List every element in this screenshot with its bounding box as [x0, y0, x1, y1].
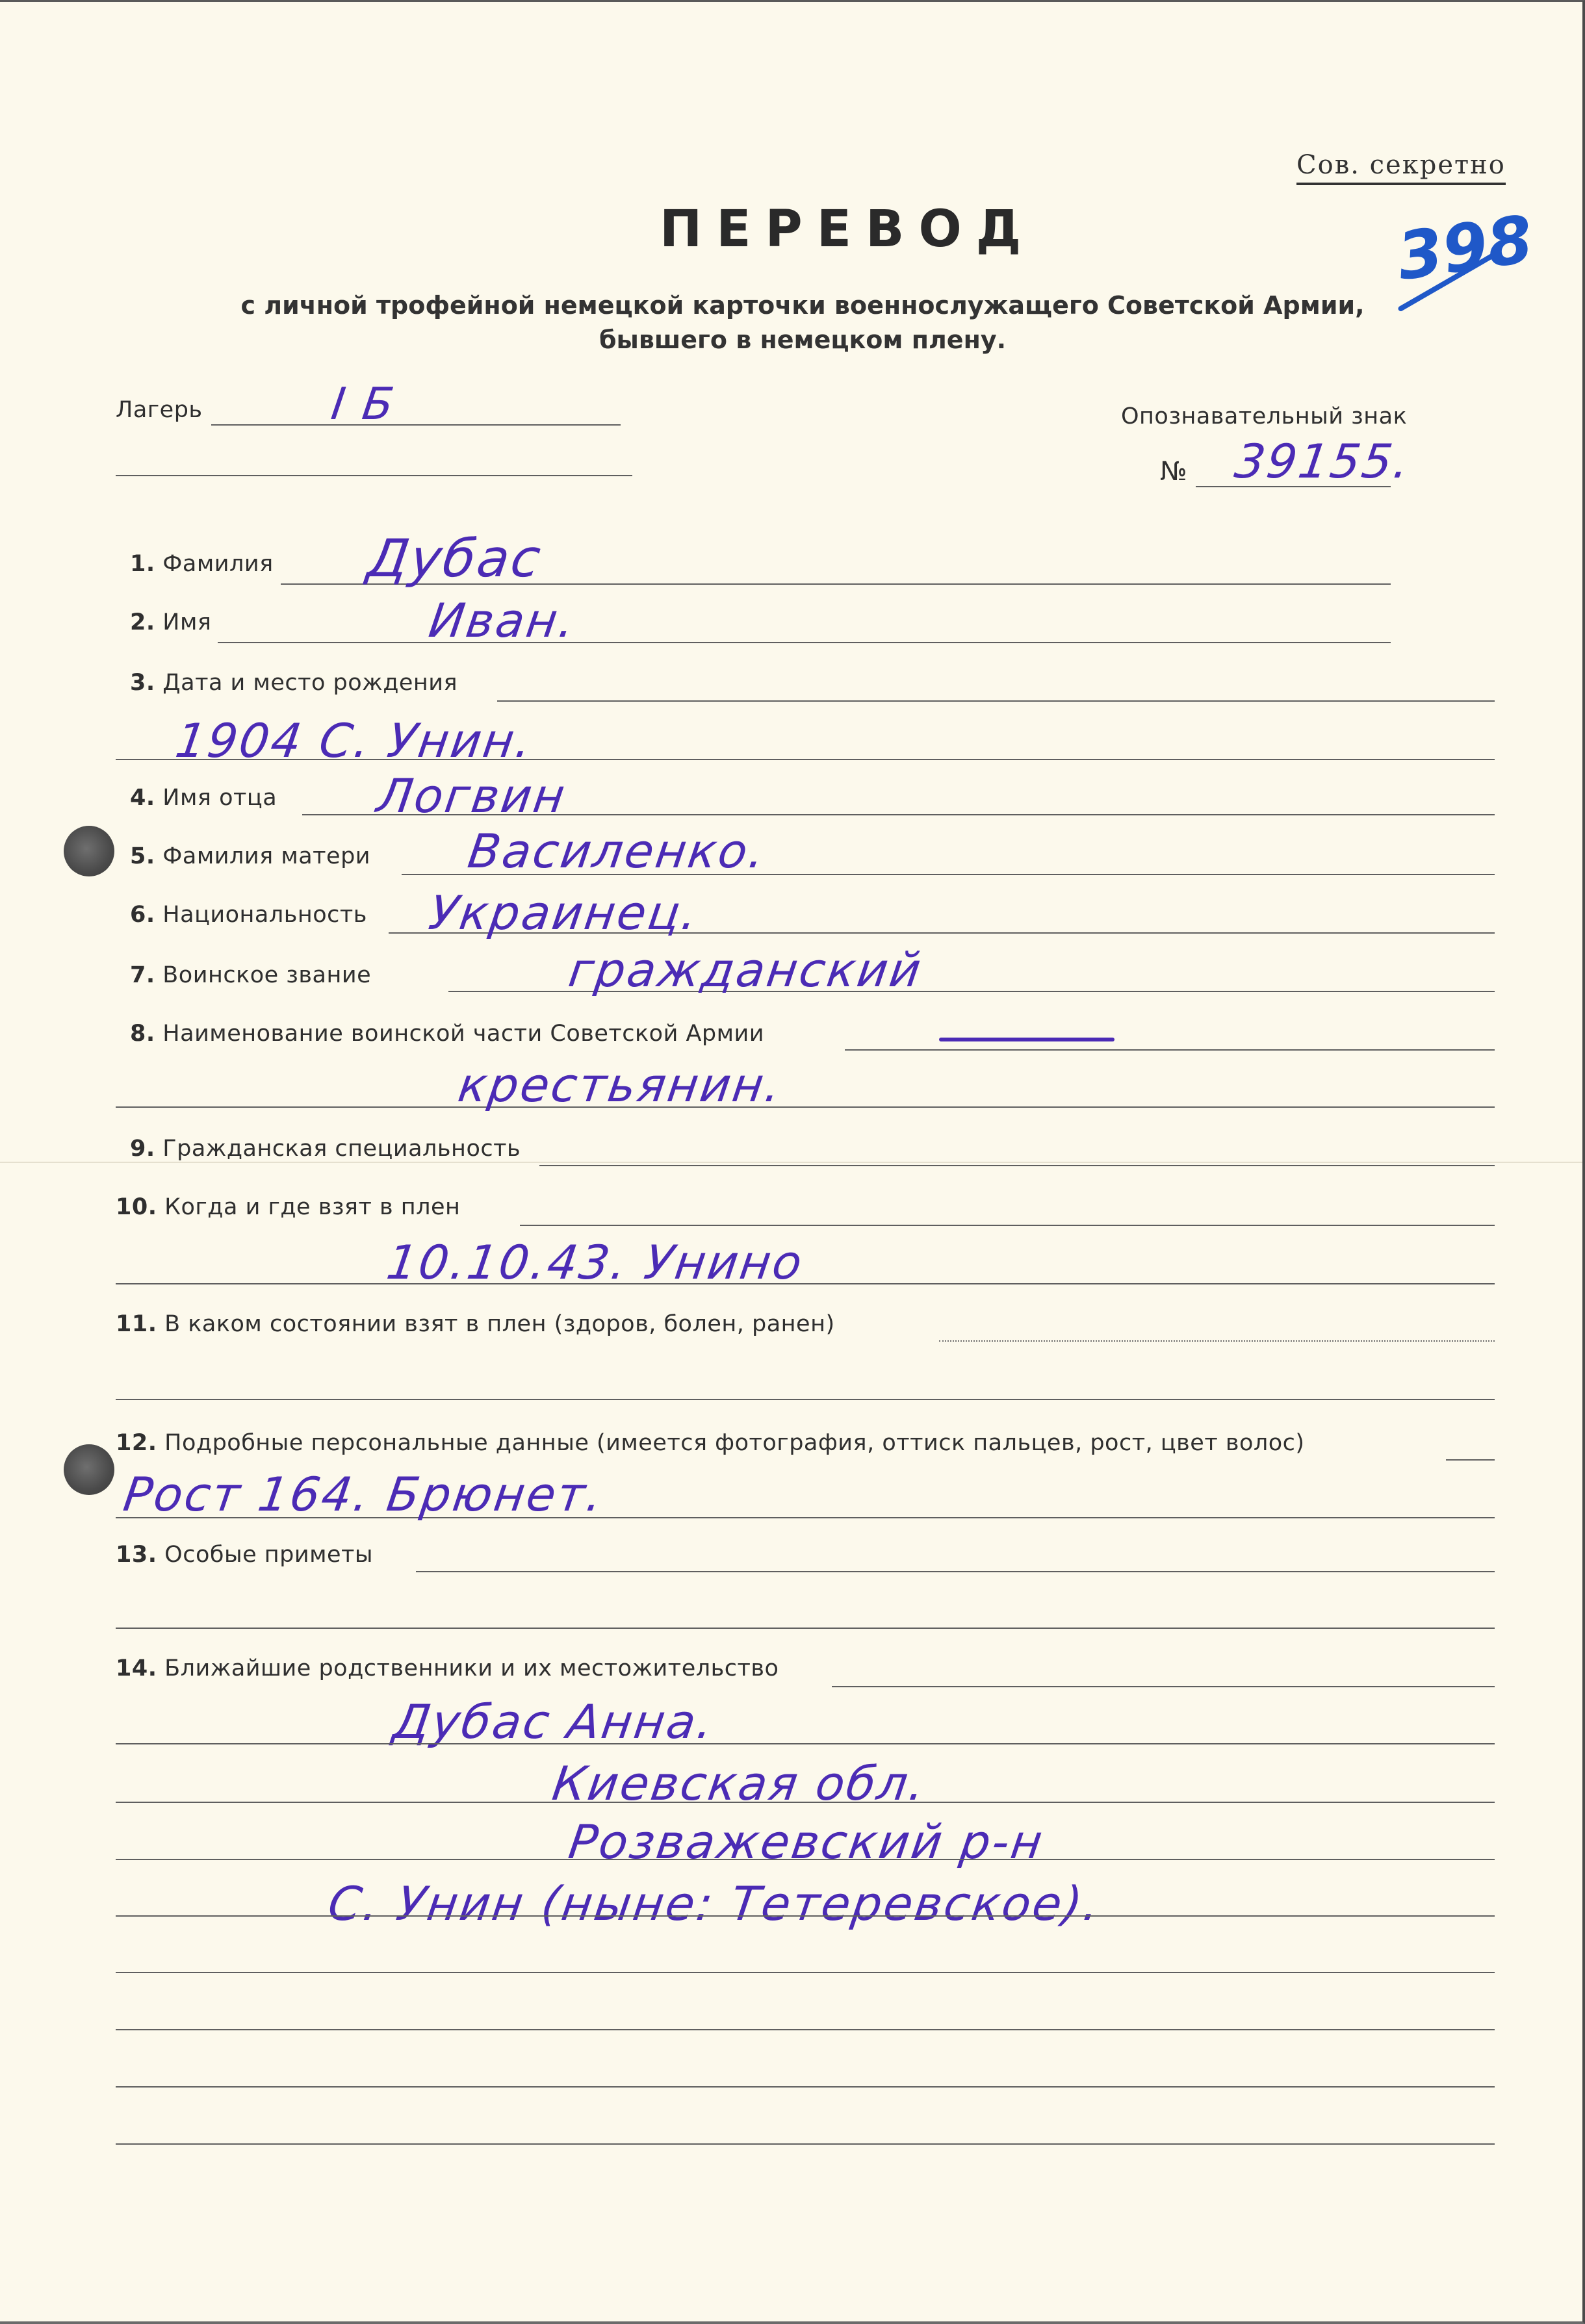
ruled-line [116, 1743, 1495, 1744]
id-tag-number-sign: № [1160, 457, 1188, 487]
field-8-label: 8. Наименование воинской части Советской Армии [130, 1021, 765, 1047]
field-9-value: крестьянин. [455, 1058, 786, 1112]
document-subtitle-line1: с личной трофейной немецкой карточки военнослужащего Советской Армии, [240, 291, 1365, 320]
camp-line [211, 424, 621, 426]
ruled-line [116, 2029, 1495, 2030]
field-4-value: Логвин [374, 769, 571, 823]
field-13-line-2 [116, 1628, 1495, 1629]
field-6-label: 6. Национальность [130, 902, 367, 928]
id-tag-label: Опознавательный знак [1121, 403, 1408, 429]
field-8-dash-mark [939, 1038, 1115, 1041]
field-12-line [1446, 1459, 1495, 1461]
ruled-line [116, 1802, 1495, 1803]
field-2-line [218, 642, 1391, 643]
page-fold [0, 1162, 1582, 1163]
punch-hole-top [64, 826, 114, 876]
field-8-line [845, 1049, 1495, 1051]
id-tag-value: 39155. [1231, 434, 1415, 489]
field-9-label: 9. Гражданская специальность [130, 1136, 521, 1162]
punch-hole-bottom [64, 1444, 114, 1495]
field-3-line [497, 700, 1495, 702]
field-10-label: 10. Когда и где взят в плен [116, 1194, 461, 1220]
field-10-line [520, 1225, 1495, 1226]
field-7-value: гражданский [565, 943, 926, 997]
field-2-value: Иван. [426, 593, 580, 648]
field-1-label: 1. Фамилия [130, 551, 274, 577]
field-9-line [539, 1165, 1495, 1166]
field-8-line-2 [116, 1106, 1495, 1108]
field-14-label: 14. Ближайшие родственники и их местожительство [116, 1655, 779, 1681]
field-12-label: 12. Подробные персональные данные (имеется фотография, оттиск пальцев, рост, цвет волос) [116, 1430, 1305, 1456]
camp-value: I Б [328, 379, 399, 430]
relative-line-1: Дубас Анна. [390, 1694, 719, 1749]
camp-line-2 [116, 475, 632, 476]
camp-label: Лагерь [116, 397, 203, 423]
field-3-value: 1904 С. Унин. [172, 713, 537, 768]
ruled-line [116, 1859, 1495, 1860]
ruled-line [116, 2086, 1495, 2088]
field-10-value: 10.10.43. Унино [383, 1235, 808, 1290]
relative-line-3: Розважевский р-н [565, 1815, 1048, 1869]
document-title: ПЕРЕВОД [660, 200, 1036, 259]
field-5-label: 5. Фамилия матери [130, 843, 371, 869]
field-11-line-2 [116, 1399, 1495, 1400]
field-4-label: 4. Имя отца [130, 785, 277, 811]
ruled-line [116, 1915, 1495, 1917]
field-5-value: Василенко. [465, 824, 770, 878]
ruled-line [116, 1972, 1495, 1973]
classification-stamp: Сов. секретно [1296, 150, 1506, 185]
field-13-line [416, 1571, 1495, 1572]
ruled-line [116, 2143, 1495, 2145]
relative-line-2: Киевская обл. [549, 1756, 931, 1811]
field-6-value: Украинец. [426, 886, 703, 940]
archive-number: 398 [1392, 201, 1538, 295]
field-3-label: 3. Дата и место рождения [130, 670, 458, 696]
field-7-label: 7. Воинское звание [130, 962, 372, 988]
field-11-label: 11. В каком состоянии взят в плен (здоров, болен, ранен) [116, 1311, 835, 1337]
field-10-line-2 [116, 1283, 1495, 1284]
field-1-value: Дубас [364, 528, 547, 589]
field-11-line [939, 1340, 1495, 1342]
field-12-value: Рост 164. Брюнет. [120, 1467, 608, 1522]
relative-line-4: С. Унин (ныне: Тетеревское). [325, 1876, 1105, 1931]
field-2-label: 2. Имя [130, 609, 212, 635]
field-13-label: 13. Особые приметы [116, 1542, 374, 1568]
document-subtitle-line2: бывшего в немецком плену. [599, 326, 1007, 354]
field-14-line [832, 1686, 1495, 1687]
